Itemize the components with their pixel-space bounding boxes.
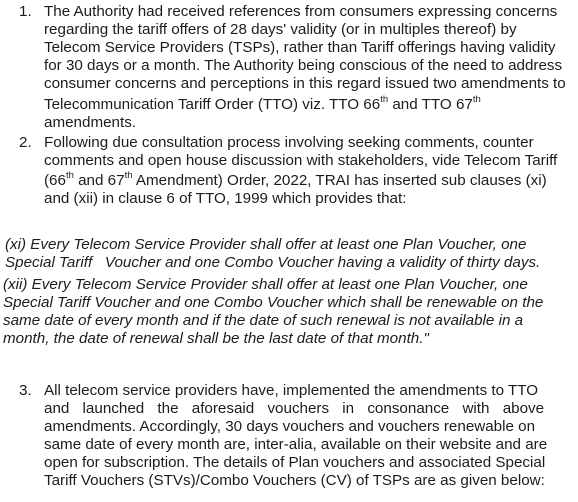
paragraph-1-line: regarding the tariff offers of 28 days' validity (or in multiples thereof) by [44, 21, 517, 38]
paragraph-1-line: Telecom Service Providers (TSPs), rather than Tariff offerings having validity [44, 39, 556, 56]
ordinal-suffix: th [124, 169, 133, 181]
paragraph-2-line: and (xii) in clause 6 of TTO, 1999 which provides that: [44, 190, 407, 207]
tto-line-text: Telecommunication Tariff Order (TTO) viz. TTO 66 [44, 96, 381, 113]
paragraph-1-line: for 30 days or a month. The Authority being conscious of the need to address [44, 57, 563, 74]
tto-amendments-line [44, 93, 572, 114]
paragraph-1 [44, 3, 572, 132]
amendment-line-text: (66 [44, 172, 66, 189]
paragraph-2-line: Following due consultation process involving seeking comments, counter [44, 134, 534, 151]
paragraph-3-line: All telecom service providers have, implemented the amendments to TTO [44, 382, 539, 399]
paragraph-3 [44, 382, 572, 490]
paragraph-3-line: amendments. Accordingly, 30 days vouchers and vouchers renewable on [44, 418, 536, 435]
clause-xii-line: Special Tariff Voucher and one Combo Voucher which shall be renewable on the [3, 294, 544, 311]
clause-xi-line: Special Tariff Voucher and one Combo Voucher having a validity of thirty days. [5, 254, 541, 271]
clause-xi-line: (xi) Every Telecom Service Provider shall offer at least one Plan Voucher, one [5, 236, 527, 253]
paragraph-3-line: open for subscription. The details of Plan vouchers and associated Special [44, 454, 546, 471]
quoted-clause-xi [5, 236, 573, 272]
tto-line-text: and TTO 67 [388, 96, 473, 113]
paragraph-1-line: amendments. [44, 114, 137, 131]
paragraph-1-line: consumer concerns and perceptions in this regard issued two amendments to [44, 75, 566, 92]
ordinal-suffix: th [472, 93, 481, 105]
paragraph-2-number: 2. [19, 134, 32, 151]
paragraph-1-number: 1. [19, 3, 32, 20]
amendment-line-text: and 67 [73, 172, 125, 189]
paragraph-3-number: 3. [19, 382, 32, 399]
quoted-clause-xii [3, 276, 575, 348]
amendment-line-text: Amendment) Order, 2022, TRAI has inserted sub clauses (xi) [132, 172, 547, 189]
paragraph-2-line: comments and open house discussion with stakeholders, vide Telecom Tariff [44, 152, 558, 169]
clause-xii-line: month, the date of renewal shall be the last date of that month." [3, 330, 429, 347]
amendment-order-line [44, 169, 572, 190]
paragraph-2 [44, 134, 572, 208]
clause-xii-line: same date of every month and if the date of such renewal is not available in a [3, 312, 524, 329]
paragraph-3-line: same date of every month are, inter-alia, available on their website and are [44, 436, 548, 453]
paragraph-3-line: and launched the aforesaid vouchers in consonance with above [44, 400, 545, 417]
paragraph-1-line: The Authority had received references from consumers expressing concerns [44, 3, 558, 20]
clause-xii-line: (xii) Every Telecom Service Provider shall offer at least one Plan Voucher, one [3, 276, 528, 293]
ordinal-suffix: th [380, 93, 389, 105]
ordinal-suffix: th [65, 169, 74, 181]
paragraph-3-line: Tariff Vouchers (STVs)/Combo Vouchers (CV) of TSPs are as given below: [44, 472, 545, 489]
